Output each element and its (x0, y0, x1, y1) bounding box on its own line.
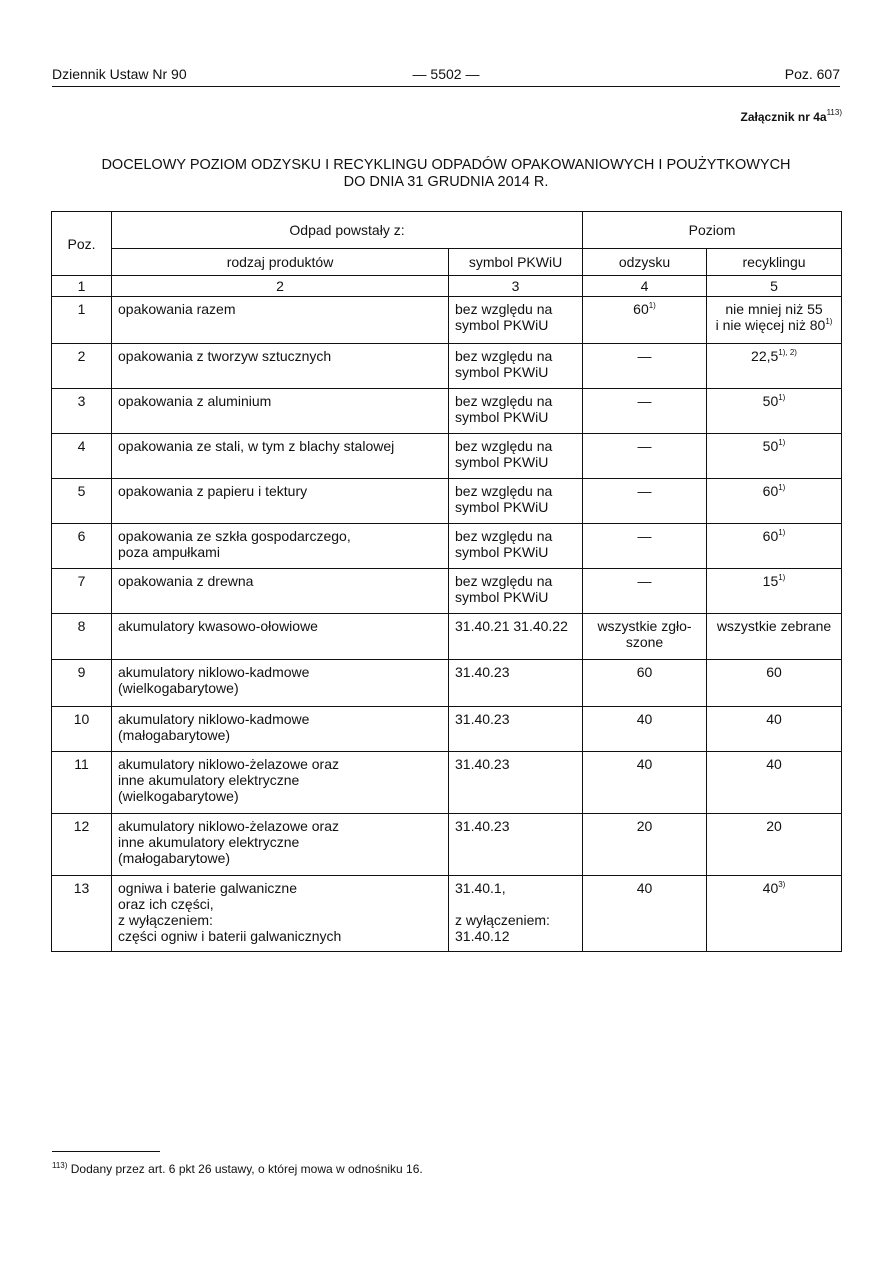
row-symbol: 31.40.23 (449, 660, 583, 707)
recyklingu-value: 15 (762, 573, 779, 589)
odzysku-value: — (637, 393, 652, 409)
row-odzysku (583, 614, 707, 660)
recyklingu-value: 50 (762, 438, 779, 454)
row-poz: 4 (52, 434, 112, 479)
recyklingu-value: 40 (766, 756, 782, 772)
table-row (52, 479, 842, 524)
header-odpad: Odpad powstały z: (112, 212, 583, 249)
header-odzysku: odzysku (583, 249, 707, 276)
row-symbol: bez względu na symbol PKWiU (449, 389, 583, 434)
recyklingu-value: 22,5 (751, 348, 779, 364)
row-symbol: 31.40.21 31.40.22 (449, 614, 583, 660)
row-poz: 3 (52, 389, 112, 434)
odzysku-value: — (637, 438, 652, 454)
table-row (52, 344, 842, 389)
position-number: Poz. 607 (784, 66, 840, 82)
row-rodzaj: akumulatory niklowo-żelazowe oraz inne akumulatory elektryczne (wielkogabarytowe) (112, 752, 449, 814)
footnote-text: Dodany przez art. 6 pkt 26 ustawy, o której mowa w odnośniku 16. (70, 1162, 423, 1176)
row-recyklingu (707, 614, 842, 660)
row-odzysku (583, 876, 707, 952)
table-row (52, 752, 842, 814)
journal-name: Dziennik Ustaw Nr 90 (52, 66, 187, 82)
table-row (52, 569, 842, 614)
recyklingu-footnote-ref: 1) (778, 573, 786, 582)
column-number: 5 (707, 276, 842, 297)
row-poz: 12 (52, 814, 112, 876)
row-symbol: bez względu na symbol PKWiU (449, 479, 583, 524)
odzysku-value: 40 (636, 711, 653, 727)
odzysku-value: 40 (636, 880, 653, 896)
row-recyklingu (707, 479, 842, 524)
header-symbol: symbol PKWiU (449, 249, 583, 276)
odzysku-value: 20 (636, 818, 653, 834)
header-row-2 (52, 249, 842, 276)
row-odzysku (583, 524, 707, 569)
row-odzysku (583, 752, 707, 814)
annex-label (741, 110, 842, 124)
table-row (52, 524, 842, 569)
row-odzysku (583, 479, 707, 524)
row-poz: 13 (52, 876, 112, 952)
recyklingu-value: 40 (762, 880, 779, 896)
recyklingu-footnote-ref: 3) (778, 880, 786, 889)
table-row (52, 814, 842, 876)
row-rodzaj: akumulatory niklowo-żelazowe oraz inne akumulatory elektryczne (małogabarytowe) (112, 814, 449, 876)
header-poziom: Poziom (583, 212, 842, 249)
column-number: 2 (112, 276, 449, 297)
row-recyklingu (707, 524, 842, 569)
row-poz: 2 (52, 344, 112, 389)
table-row (52, 660, 842, 707)
recyklingu-value: 60 (762, 528, 779, 544)
recovery-recycling-table (51, 211, 842, 952)
table-row (52, 389, 842, 434)
row-rodzaj: opakowania ze szkła gospodarczego, poza ampułkami (112, 524, 449, 569)
odzysku-footnote-ref: 1) (648, 301, 656, 310)
row-symbol: 31.40.1, z wyłączeniem: 31.40.12 (449, 876, 583, 952)
row-poz: 5 (52, 479, 112, 524)
row-poz: 1 (52, 297, 112, 344)
column-number: 4 (583, 276, 707, 297)
header-row-1 (52, 212, 842, 249)
recyklingu-footnote-ref: 1) (778, 393, 786, 402)
row-recyklingu (707, 876, 842, 952)
header-recyklingu: recyklingu (707, 249, 842, 276)
footnote-mark: 113) (52, 1161, 68, 1170)
row-rodzaj: akumulatory niklowo-kadmowe (małogabarytowe) (112, 707, 449, 752)
recyklingu-value: wszystkie zebrane (716, 618, 832, 634)
recyklingu-value: 50 (762, 393, 779, 409)
row-symbol: 31.40.23 (449, 707, 583, 752)
row-symbol: bez względu na symbol PKWiU (449, 524, 583, 569)
title-line-2: DO DNIA 31 GRUDNIA 2014 R. (343, 174, 549, 190)
odzysku-value: — (637, 573, 652, 589)
column-number: 1 (52, 276, 112, 297)
row-symbol: bez względu na symbol PKWiU (449, 297, 583, 344)
row-rodzaj: opakowania z tworzyw sztucznych (112, 344, 449, 389)
recyklingu-value: 20 (766, 818, 782, 834)
recyklingu-footnote-ref: 1) (825, 317, 833, 326)
row-rodzaj: ogniwa i baterie galwaniczne oraz ich części, z wyłączeniem: części ogniw i baterii galwanicznych (112, 876, 449, 952)
recyklingu-value: 60 (762, 483, 779, 499)
row-odzysku (583, 297, 707, 344)
annex-title: Załącznik nr 4a (740, 110, 827, 124)
recyklingu-footnote-ref: 1) (778, 483, 786, 492)
row-rodzaj: opakowania z papieru i tektury (112, 479, 449, 524)
odzysku-value: wszystkie zgło- szone (597, 618, 692, 650)
odzysku-value: — (637, 483, 652, 499)
row-recyklingu (707, 752, 842, 814)
title-line-1: DOCELOWY POZIOM ODZYSKU I RECYKLINGU ODPADÓW OPAKOWANIOWYCH I POUŻYTKOWYCH (101, 157, 791, 173)
row-poz: 7 (52, 569, 112, 614)
table-row (52, 297, 842, 344)
row-poz: 11 (52, 752, 112, 814)
row-recyklingu (707, 344, 842, 389)
row-odzysku (583, 569, 707, 614)
annex-footnote-ref: 113) (826, 108, 842, 117)
footnote-divider (52, 1151, 160, 1152)
row-rodzaj: opakowania z aluminium (112, 389, 449, 434)
row-poz: 6 (52, 524, 112, 569)
row-recyklingu (707, 814, 842, 876)
table-row (52, 707, 842, 752)
recyklingu-footnote-ref: 1) (778, 528, 786, 537)
row-rodzaj: opakowania ze stali, w tym z blachy stalowej (112, 434, 449, 479)
table-row (52, 876, 842, 952)
row-odzysku (583, 434, 707, 479)
row-odzysku (583, 660, 707, 707)
row-poz: 8 (52, 614, 112, 660)
table-row (52, 434, 842, 479)
odzysku-value: 40 (636, 756, 653, 772)
row-odzysku (583, 344, 707, 389)
row-symbol: bez względu na symbol PKWiU (449, 434, 583, 479)
recyklingu-value: 60 (766, 664, 782, 680)
document-title (52, 157, 840, 191)
row-symbol: bez względu na symbol PKWiU (449, 569, 583, 614)
column-number-row (52, 276, 842, 297)
row-recyklingu (707, 660, 842, 707)
table-row (52, 614, 842, 660)
running-header (52, 64, 840, 87)
row-poz: 9 (52, 660, 112, 707)
row-recyklingu (707, 434, 842, 479)
row-recyklingu (707, 297, 842, 344)
odzysku-value: — (637, 528, 652, 544)
header-poz: Poz. (52, 212, 112, 276)
row-odzysku (583, 814, 707, 876)
row-symbol: bez względu na symbol PKWiU (449, 344, 583, 389)
row-rodzaj: akumulatory kwasowo-ołowiowe (112, 614, 449, 660)
page-number: — 5502 — (412, 66, 480, 82)
row-odzysku (583, 707, 707, 752)
row-symbol: 31.40.23 (449, 752, 583, 814)
row-rodzaj: akumulatory niklowo-kadmowe (wielkogabarytowe) (112, 660, 449, 707)
recyklingu-value: 40 (766, 711, 782, 727)
header-rodzaj: rodzaj produktów (112, 249, 449, 276)
odzysku-value: 60 (633, 301, 649, 317)
column-number: 3 (449, 276, 583, 297)
row-odzysku (583, 389, 707, 434)
row-recyklingu (707, 569, 842, 614)
odzysku-value: 60 (636, 664, 653, 680)
recyklingu-value: nie mniej niż 55 i nie więcej niż 80 (715, 301, 826, 333)
row-recyklingu (707, 707, 842, 752)
row-poz: 10 (52, 707, 112, 752)
row-symbol: 31.40.23 (449, 814, 583, 876)
footnote (52, 1162, 423, 1176)
recyklingu-footnote-ref: 1), 2) (778, 348, 797, 357)
odzysku-value: — (637, 348, 652, 364)
row-recyklingu (707, 389, 842, 434)
row-rodzaj: opakowania z drewna (112, 569, 449, 614)
row-rodzaj: opakowania razem (112, 297, 449, 344)
recyklingu-footnote-ref: 1) (778, 438, 786, 447)
